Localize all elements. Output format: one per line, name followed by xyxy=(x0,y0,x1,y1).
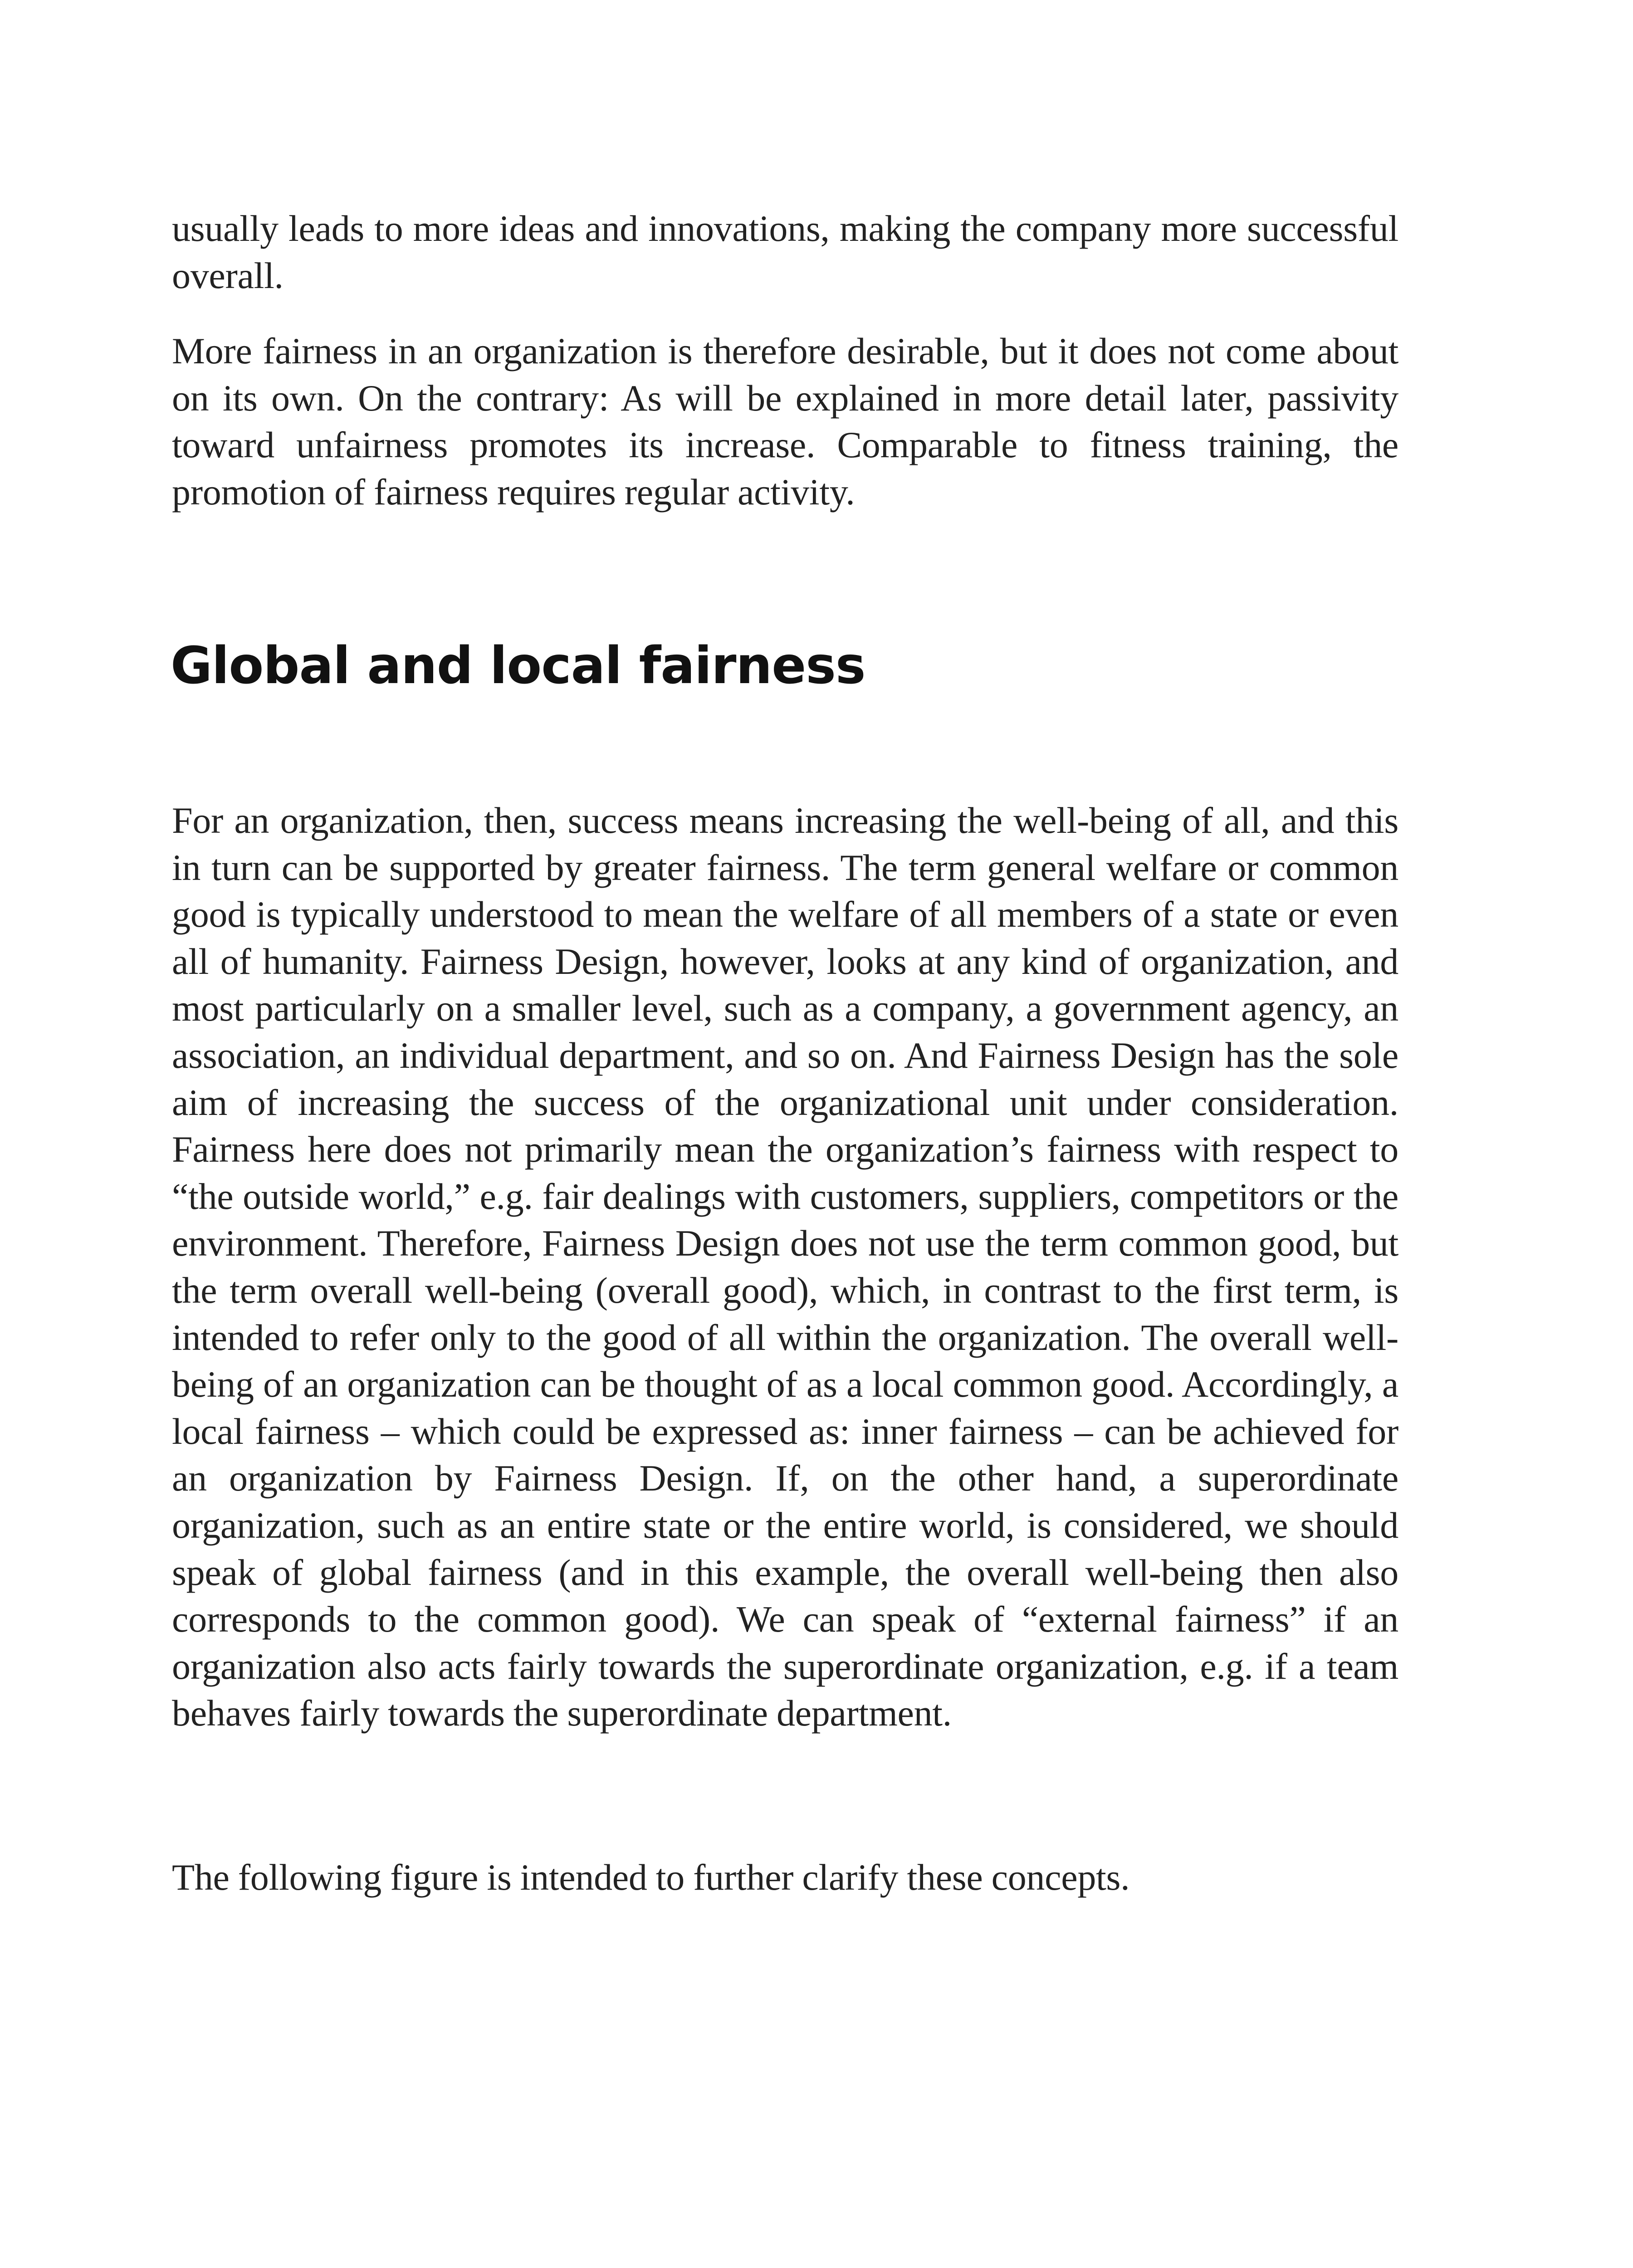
paragraph-fairness-desirable: More fairness in an organization is therefore desirable, but it does not come about on its own. On the contrary: As will be explained in more detail later, passivity toward unfairness promotes its increase. Comparable to fitness training, the promotion of fairness requires regular activity. xyxy=(172,330,1398,513)
paragraph-figure-intro: The following figure is intended to further clarify these concepts. xyxy=(172,1857,1130,1898)
section-heading: Global and local fairness xyxy=(171,636,865,695)
paragraph-intro-continuation: usually leads to more ideas and innovations, making the company more successful overall. xyxy=(172,208,1398,296)
paragraph-global-local-fairness: For an organization, then, success means increasing the well-being of all, and this in turn can be supported by greater fairness. The term general welfare or common good is typically understood to mean the welfare of all members of a state or even all of humanity. Fairness Design, however, looks at any kind of organization, and most particularly on a smaller level, such as a company, a government agency, an association, an individual department, and so on. And Fairness Design has the sole aim of increasing the success of the organizational unit under consideration. Fairness here does not primarily mean the organization’s fairness with respect to “the outside world,” e.g. fair dealings with customers, suppliers, competitors or the environment. Therefore, Fairness Design does not use the term common good, but the term overall well-being (overall good), which, in contrast to the first term, is intended to refer only to the good of all within the organization. The overall well-being of an organization can be thought of as a local common good. Accordingly, a local fairness – which could be expressed as: inner fairness – can be achieved for an organization by Fairness Design. If, on the other hand, a superordinate organization, such as an entire state or the entire world, is considered, we should speak of global fairness (and in this example, the overall well-being then also corresponds to the common good). We can speak of “external fairness” if an organization also acts fairly towards the superordinate organization, e.g. if a team behaves fairly towards the superordinate department. xyxy=(172,800,1398,1734)
